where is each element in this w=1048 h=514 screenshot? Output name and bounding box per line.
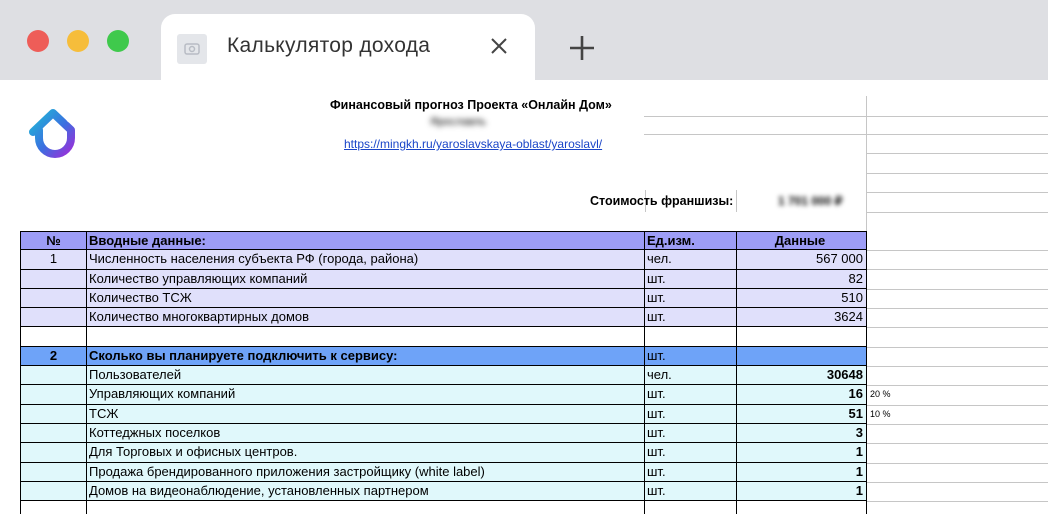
- empty-cell: [645, 327, 737, 345]
- empty-cell: [645, 501, 737, 514]
- table-row: [20, 289, 867, 308]
- row-unit: чел.: [645, 250, 737, 268]
- row-label: Домов на видеонаблюдение, установленных партнером: [87, 482, 645, 500]
- row-unit: чел.: [645, 366, 737, 384]
- section-title: Сколько вы планируете подключить к сервису:: [87, 347, 645, 365]
- row-unit: шт.: [645, 308, 737, 326]
- header-unit: Ед.изм.: [645, 232, 737, 249]
- browser-chrome: [0, 0, 1048, 80]
- row-value[interactable]: 1: [737, 463, 867, 481]
- gridline: [866, 173, 1048, 174]
- table-row: [20, 424, 867, 443]
- row-num: [20, 405, 87, 423]
- empty-cell: [87, 327, 645, 345]
- table-row: [20, 405, 891, 424]
- empty-cell: [20, 327, 87, 345]
- gridline: [867, 308, 1048, 309]
- row-label: Численность населения субъекта РФ (города, района): [87, 250, 645, 268]
- row-label: Количество ТСЖ: [87, 289, 645, 307]
- row-num: [20, 385, 87, 403]
- close-window-button[interactable]: [27, 30, 49, 52]
- row-num: [20, 289, 87, 307]
- row-unit: шт.: [645, 405, 737, 423]
- row-value[interactable]: 16: [737, 385, 867, 403]
- row-unit: шт.: [645, 482, 737, 500]
- empty-cell: [737, 501, 867, 514]
- section-value: [737, 347, 867, 365]
- image-icon: [177, 34, 207, 64]
- row-label: Пользователей: [87, 366, 645, 384]
- gridline: [866, 153, 1048, 154]
- table-spacer-row: [20, 327, 867, 346]
- gridline: [867, 424, 1048, 425]
- gridline: [736, 190, 737, 212]
- row-num: [20, 482, 87, 500]
- table-row: [20, 385, 891, 404]
- row-num: [20, 270, 87, 288]
- gridline: [867, 327, 1048, 328]
- header-num: №: [20, 232, 87, 249]
- close-icon[interactable]: [487, 34, 511, 58]
- row-value[interactable]: 30648: [737, 366, 867, 384]
- row-value[interactable]: 1: [737, 482, 867, 500]
- row-num: [20, 366, 87, 384]
- franchise-fee-value: 1 701 000 ₽: [778, 194, 843, 208]
- page-title: Финансовый прогноз Проекта «Онлайн Дом»: [330, 98, 612, 112]
- gridline: [644, 116, 1048, 117]
- empty-cell: [87, 501, 645, 514]
- maximize-window-button[interactable]: [107, 30, 129, 52]
- row-value[interactable]: 51: [737, 405, 867, 423]
- gridline: [867, 501, 1048, 502]
- header-value: Данные: [737, 232, 867, 249]
- row-unit: шт.: [645, 385, 737, 403]
- row-num: [20, 443, 87, 461]
- plus-icon[interactable]: [567, 33, 597, 63]
- gridline: [867, 482, 1048, 483]
- table-row: [20, 482, 867, 501]
- row-num: [20, 463, 87, 481]
- row-label: Управляющих компаний: [87, 385, 645, 403]
- row-value[interactable]: 510: [737, 289, 867, 307]
- gridline: [644, 134, 1048, 135]
- gridline: [867, 443, 1048, 444]
- gridline: [867, 250, 1048, 251]
- gridline: [867, 269, 1048, 270]
- row-label: Для Торговых и офисных центров.: [87, 443, 645, 461]
- city-subtitle: Ярославль: [430, 116, 486, 128]
- row-value[interactable]: 3: [737, 424, 867, 442]
- tab-title: Калькулятор дохода: [227, 34, 431, 57]
- gridline: [867, 463, 1048, 464]
- spreadsheet: [0, 80, 1048, 514]
- row-label: Коттеджных поселков: [87, 424, 645, 442]
- row-label: Количество управляющих компаний: [87, 270, 645, 288]
- row-value[interactable]: 82: [737, 270, 867, 288]
- gridline: [867, 366, 1048, 367]
- percent-note: 10 %: [870, 408, 891, 419]
- row-label: Количество многоквартирных домов: [87, 308, 645, 326]
- table-header-row: [20, 231, 867, 250]
- minimize-window-button[interactable]: [67, 30, 89, 52]
- table-row: [20, 270, 867, 289]
- row-label: Продажа брендированного приложения застройщику (white label): [87, 463, 645, 481]
- table-row: [20, 463, 867, 482]
- forecast-table: [20, 231, 891, 514]
- gridline: [867, 347, 1048, 348]
- gridline: [867, 289, 1048, 290]
- table-row: [20, 250, 867, 269]
- row-num: [20, 308, 87, 326]
- gridline: [867, 385, 1048, 386]
- gridline: [866, 192, 1048, 193]
- row-value[interactable]: 1: [737, 443, 867, 461]
- section-unit: шт.: [645, 347, 737, 365]
- row-value[interactable]: 3624: [737, 308, 867, 326]
- row-value[interactable]: 567 000: [737, 250, 867, 268]
- row-unit: шт.: [645, 270, 737, 288]
- row-unit: шт.: [645, 463, 737, 481]
- table-spacer-row: [20, 501, 867, 514]
- row-unit: шт.: [645, 443, 737, 461]
- gridline: [867, 405, 1048, 406]
- gridline: [866, 212, 1048, 213]
- row-unit: шт.: [645, 424, 737, 442]
- header-title: Вводные данные:: [87, 232, 645, 249]
- section-num: 2: [20, 347, 87, 365]
- table-row: [20, 366, 867, 385]
- empty-cell: [20, 501, 87, 514]
- percent-note: 20 %: [870, 389, 891, 400]
- row-unit: шт.: [645, 289, 737, 307]
- table-row: [20, 443, 867, 462]
- online-dom-logo: [27, 104, 83, 165]
- table-row: [20, 308, 867, 327]
- row-num: 1: [20, 250, 87, 268]
- source-link[interactable]: https://mingkh.ru/yaroslavskaya-oblast/yaroslavl/: [344, 137, 603, 151]
- row-num: [20, 424, 87, 442]
- franchise-fee-label: Стоимость франшизы:: [590, 194, 734, 208]
- empty-cell: [737, 327, 867, 345]
- row-label: ТСЖ: [87, 405, 645, 423]
- browser-tab[interactable]: [161, 14, 535, 80]
- section-header-row: [20, 347, 867, 366]
